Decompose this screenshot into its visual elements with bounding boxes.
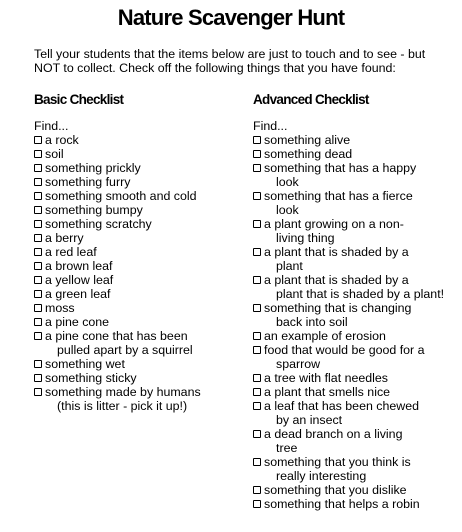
- checklist-item-text: something that helps a robin: [264, 497, 420, 511]
- checkbox-icon[interactable]: [253, 276, 261, 284]
- checklist-item-text: a leaf that has been chewed: [264, 399, 419, 413]
- checkbox-icon[interactable]: [253, 150, 261, 158]
- checkbox-icon[interactable]: [253, 136, 261, 144]
- checkbox-icon[interactable]: [34, 164, 42, 172]
- checklist-item-text: something sticky: [45, 371, 137, 385]
- checklist-item: [253, 329, 458, 343]
- checklist-item: [34, 385, 234, 413]
- checkbox-icon[interactable]: [34, 262, 42, 270]
- checklist-item-continuation: living thing: [276, 231, 335, 245]
- checklist-item-text: something that has a happy: [264, 161, 417, 175]
- checkbox-icon[interactable]: [34, 374, 42, 382]
- checklist-item-continuation: back into soil: [276, 315, 348, 329]
- intro-text: Tell your students that the items below are just to touch and to see - but NOT to collect. Check off the following things that you have found:: [34, 47, 426, 75]
- checklist-item-text: a pine cone that has been: [45, 329, 188, 343]
- checklist-item-text: something that is changing: [264, 301, 412, 315]
- checklist-item: [253, 161, 458, 189]
- advanced-find-label: Find...: [253, 119, 288, 133]
- checklist-item-text: something bumpy: [45, 203, 143, 217]
- checklist-item-text: a plant that is shaded by a: [264, 273, 409, 287]
- checklist-item: [34, 273, 234, 287]
- checkbox-icon[interactable]: [34, 332, 42, 340]
- checkbox-icon[interactable]: [34, 276, 42, 284]
- checklist-item-continuation: plant that is shaded by a plant!: [276, 287, 445, 301]
- checklist-item: [34, 259, 234, 273]
- checklist-item: [34, 133, 234, 147]
- checklist-item: [34, 245, 234, 259]
- checkbox-icon[interactable]: [253, 500, 261, 508]
- checkbox-icon[interactable]: [253, 430, 261, 438]
- checklist-item: [34, 301, 234, 315]
- checklist-item-text: something that you dislike: [264, 483, 407, 497]
- checkbox-icon[interactable]: [34, 220, 42, 228]
- basic-checklist: [34, 92, 234, 413]
- checklist-item-continuation: pulled apart by a squirrel: [57, 343, 193, 357]
- basic-items: [34, 133, 234, 413]
- advanced-checklist: [253, 92, 458, 511]
- checklist-item-text: food that would be good for a: [264, 343, 425, 357]
- checkbox-icon[interactable]: [34, 304, 42, 312]
- checkbox-icon[interactable]: [34, 206, 42, 214]
- checklist-item-text: a berry: [45, 231, 84, 245]
- checklist-item: [34, 371, 234, 385]
- checkbox-icon[interactable]: [34, 388, 42, 396]
- checklist-item: [253, 273, 458, 301]
- checklist-item: [253, 399, 458, 427]
- checklist-item-continuation: tree: [276, 441, 298, 455]
- checkbox-icon[interactable]: [34, 150, 42, 158]
- checklist-item-text: a green leaf: [45, 287, 111, 301]
- checkbox-icon[interactable]: [253, 458, 261, 466]
- checklist-item: [34, 329, 234, 357]
- checklist-item-continuation: look: [276, 175, 299, 189]
- checklist-item-text: something scratchy: [45, 217, 152, 231]
- checklist-item-text: something dead: [264, 147, 353, 161]
- checklist-item: [253, 133, 458, 147]
- checklist-item: [34, 175, 234, 189]
- checklist-item: [253, 189, 458, 217]
- checklist-item: [253, 343, 458, 371]
- checklist-item-text: something prickly: [45, 161, 141, 175]
- checklist-item-text: a brown leaf: [45, 259, 113, 273]
- basic-checklist-heading: Basic Checklist: [34, 92, 124, 107]
- checklist-item: [253, 483, 458, 497]
- checklist-item: [34, 203, 234, 217]
- checklist-item-text: a plant that is shaded by a: [264, 245, 409, 259]
- checklist-item-text: a plant growing on a non-: [264, 217, 404, 231]
- advanced-items: [253, 133, 458, 511]
- checkbox-icon[interactable]: [34, 178, 42, 186]
- checklist-item: [253, 427, 458, 455]
- checklist-item: [253, 217, 458, 245]
- basic-find-label: Find...: [34, 119, 69, 133]
- checklist-item-text: an example of erosion: [264, 329, 386, 343]
- checklist-item: [253, 385, 458, 399]
- checklist-item-continuation: plant: [276, 259, 303, 273]
- checklist-item: [253, 245, 458, 273]
- checklist-item-text: soil: [45, 147, 64, 161]
- checklist-item-text: a dead branch on a living: [264, 427, 403, 441]
- checklist-item-text: a pine cone: [45, 315, 110, 329]
- checklist-item-continuation: really interesting: [276, 469, 367, 483]
- checkbox-icon[interactable]: [253, 388, 261, 396]
- checkbox-icon[interactable]: [253, 346, 261, 354]
- checklist-item-text: something furry: [45, 175, 131, 189]
- checklist-item-continuation: look: [276, 203, 299, 217]
- checkbox-icon[interactable]: [34, 360, 42, 368]
- checklist-item: [34, 217, 234, 231]
- checklist-item: [253, 497, 458, 511]
- checkbox-icon[interactable]: [34, 290, 42, 298]
- checklist-item: [34, 287, 234, 301]
- checklist-item: [34, 315, 234, 329]
- checklist-item-text: something wet: [45, 357, 125, 371]
- checklist-item: [253, 371, 458, 385]
- checklist-item-text: something that you think is: [264, 455, 411, 469]
- checklist-item-text: something that has a fierce: [264, 189, 413, 203]
- checklist-item-continuation: (this is litter - pick it up!): [57, 399, 188, 413]
- checkbox-icon[interactable]: [34, 248, 42, 256]
- checkbox-icon[interactable]: [253, 374, 261, 382]
- checkbox-icon[interactable]: [253, 486, 261, 494]
- checkbox-icon[interactable]: [253, 248, 261, 256]
- checklist-item-continuation: sparrow: [276, 357, 321, 371]
- checkbox-icon[interactable]: [253, 192, 261, 200]
- checklist-item: [34, 147, 234, 161]
- checkbox-icon[interactable]: [34, 318, 42, 326]
- checkbox-icon[interactable]: [253, 402, 261, 410]
- checklist-item: [253, 455, 458, 483]
- checkbox-icon[interactable]: [34, 192, 42, 200]
- checklist-item: [34, 161, 234, 175]
- checklist-item-text: a red leaf: [45, 245, 97, 259]
- advanced-checklist-heading: Advanced Checklist: [253, 92, 369, 107]
- checkbox-icon[interactable]: [34, 136, 42, 144]
- checklist-item-text: moss: [45, 301, 75, 315]
- checklist-item: [253, 147, 458, 161]
- checklist-item-text: a tree with flat needles: [264, 371, 388, 385]
- checklist-item-text: something made by humans: [45, 385, 201, 399]
- checklist-item-text: a yellow leaf: [45, 273, 114, 287]
- checklist-item: [34, 357, 234, 371]
- checklist-item-text: a plant that smells nice: [264, 385, 391, 399]
- checkbox-icon[interactable]: [253, 332, 261, 340]
- page-title: Nature Scavenger Hunt: [117, 5, 345, 30]
- checklist-item: [34, 231, 234, 245]
- checklist-item-text: something smooth and cold: [45, 189, 197, 203]
- checklist-item: [253, 301, 458, 329]
- checklist-item: [34, 189, 234, 203]
- checklist-item-text: a rock: [45, 133, 79, 147]
- checkbox-icon[interactable]: [34, 234, 42, 242]
- checklist-item-text: something alive: [264, 133, 351, 147]
- checkbox-icon[interactable]: [253, 220, 261, 228]
- checkbox-icon[interactable]: [253, 164, 261, 172]
- checklist-item-continuation: by an insect: [276, 413, 343, 427]
- checkbox-icon[interactable]: [253, 304, 261, 312]
